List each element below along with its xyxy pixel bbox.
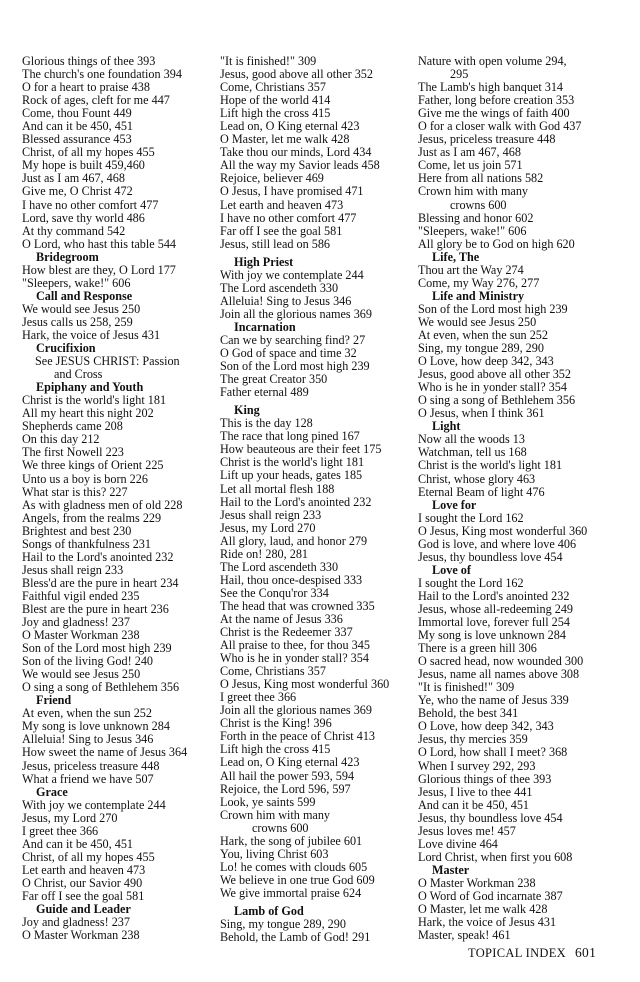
index-entry: Join all the glorious names 369	[220, 306, 372, 321]
index-entry: Come, Christians 357	[220, 80, 326, 95]
index-entry: Jesus shall reign 233	[220, 507, 322, 522]
index-entry: All hail the power 593, 594	[220, 768, 355, 783]
index-entry: O Word of God incarnate 387	[418, 889, 563, 903]
index-entry: Look, ye saints 599	[220, 794, 316, 809]
index-entry: Thou art the Way 274	[418, 262, 524, 277]
index-entry: Jesus, my Lord 270	[22, 810, 118, 825]
index-entry: There is a green hill 306	[418, 641, 537, 656]
index-entry: Rejoice, the Lord 596, 597	[220, 781, 351, 796]
index-entry: Sing, my tongue 289, 290	[418, 341, 544, 356]
index-entry: Just as I am 467, 468	[22, 171, 125, 186]
index-entry: "It is finished!" 309	[220, 54, 317, 68]
page-footer	[468, 945, 596, 961]
subject-heading: Crucifixion	[36, 341, 96, 356]
index-entry: Son of the Lord most high 239	[418, 301, 568, 316]
index-entry: O Master Workman 238	[22, 928, 140, 943]
index-entry: Watchman, tell us 168	[418, 445, 527, 460]
index-entry: Hail to the Lord's anointed 232	[418, 588, 570, 603]
index-entry: Christ is the world's light 181	[22, 393, 167, 408]
index-entry: As with gladness men of old 228	[22, 497, 183, 512]
index-entry: Hail, thou once-despised 333	[220, 572, 363, 587]
index-entry: Now all the woods 13	[418, 432, 525, 447]
index-entry: Christ is the world's light 181	[220, 455, 365, 470]
subject-heading: Bridegroom	[36, 249, 99, 264]
index-entry: Lo! he comes with clouds 605	[220, 859, 368, 874]
subject-heading: Master	[432, 862, 470, 877]
subject-heading: Epiphany and Youth	[36, 380, 144, 395]
index-entry: I greet thee 366	[22, 823, 99, 838]
index-entry: We three kings of Orient 225	[22, 458, 164, 473]
index-entry: O Master, let me walk 428	[418, 902, 548, 917]
entry-continuation: 295	[450, 67, 469, 82]
index-entry: O sacred head, now wounded 300	[418, 654, 584, 669]
index-entry: And can it be 450, 451	[22, 836, 134, 851]
index-entry: O Lord, how shall I meet? 368	[418, 745, 568, 760]
index-entry: Christ, of all my hopes 455	[22, 849, 155, 864]
index-entry: Father eternal 489	[220, 385, 309, 400]
index-entry: Lift high the cross 415	[220, 106, 331, 121]
index-entry: Give me the wings of faith 400	[418, 106, 570, 121]
index-column-1	[22, 55, 214, 942]
index-entry: Behold, the Lamb of God! 291	[220, 930, 371, 945]
index-entry: How beauteous are their feet 175	[220, 442, 382, 457]
subject-heading: Grace	[36, 784, 68, 799]
index-entry: Hark, the voice of Jesus 431	[22, 327, 161, 342]
index-entry: Come, my Way 276, 277	[418, 275, 540, 290]
index-entry: O sing a song of Bethlehem 356	[418, 393, 576, 408]
index-entry: With joy we contemplate 244	[220, 267, 364, 282]
index-entry: Bless'd are the pure in heart 234	[22, 575, 179, 590]
index-entry: Come, Christians 357	[220, 664, 326, 679]
index-entry: Jesus, name all names above 308	[418, 667, 580, 682]
subject-heading: King	[234, 403, 260, 418]
index-entry: O sing a song of Bethlehem 356	[22, 680, 180, 695]
index-entry: All my heart this night 202	[22, 406, 154, 421]
index-entry: Let earth and heaven 473	[220, 197, 344, 212]
index-entry: Jesus, thy mercies 359	[418, 732, 528, 747]
index-entry: I greet thee 366	[220, 690, 297, 705]
index-entry: The Lamb's high banquet 314	[418, 80, 564, 95]
index-entry: And can it be 450, 451	[22, 119, 134, 134]
index-entry: At thy command 542	[22, 223, 126, 238]
index-entry: O Jesus, I have promised 471	[220, 184, 364, 199]
index-entry: O Jesus, when I think 361	[418, 406, 545, 421]
index-entry: Alleluia! Sing to Jesus 346	[220, 293, 352, 308]
entry-continuation: crowns 600	[252, 820, 309, 835]
index-entry: Christ is the Redeemer 337	[220, 625, 353, 640]
index-entry: The head that was crowned 335	[220, 598, 375, 613]
index-entry: My hope is built 459,460	[22, 158, 145, 173]
index-entry: O Lord, who hast this table 544	[22, 236, 177, 251]
index-entry: All praise to thee, for thou 345	[220, 638, 370, 653]
index-entry: O for a heart to praise 438	[22, 80, 150, 95]
index-entry: Jesus, good above all other 352	[220, 67, 373, 82]
index-entry: Christ is the world's light 181	[418, 458, 563, 473]
index-entry: O Christ, our Savior 490	[22, 875, 143, 890]
index-entry: Blessing and honor 602	[418, 210, 534, 225]
subject-heading: Call and Response	[36, 288, 133, 303]
index-entry: Son of the Lord most high 239	[220, 359, 370, 374]
subject-heading: High Priest	[234, 254, 294, 269]
index-entry: Jesus shall reign 233	[22, 562, 124, 577]
index-entry: Immortal love, forever full 254	[418, 615, 570, 630]
index-entry: O Jesus, King most wonderful 360	[220, 677, 390, 692]
index-entry: Lead on, O King eternal 423	[220, 755, 360, 770]
index-entry: Behold, the best 341	[418, 706, 519, 721]
index-entry: Glorious things of thee 393	[22, 54, 156, 68]
index-entry: Come, let us join 571	[418, 158, 523, 173]
index-entry: How sweet the name of Jesus 364	[22, 745, 188, 760]
index-entry: Lead on, O King eternal 423	[220, 119, 360, 134]
index-entry: What star is this? 227	[22, 484, 128, 499]
index-entry: Lift high the cross 415	[220, 742, 331, 757]
index-entry: With joy we contemplate 244	[22, 797, 166, 812]
index-entry: Brightest and best 230	[22, 523, 132, 538]
index-entry: Jesus, I live to thee 441	[418, 784, 533, 799]
index-entry: Can we by searching find? 27	[220, 332, 366, 347]
index-entry: Ye, who the name of Jesus 339	[418, 693, 569, 708]
subject-heading: Life and Ministry	[432, 288, 525, 303]
index-entry: Christ, whose glory 463	[418, 471, 536, 486]
index-entry: At even, when the sun 252	[418, 327, 548, 342]
subject-heading: Guide and Leader	[36, 902, 131, 917]
index-entry: O Love, how deep 342, 343	[418, 719, 554, 734]
running-head: TOPICAL INDEX	[468, 946, 566, 960]
index-entry: Give me, O Christ 472	[22, 184, 133, 199]
index-entry: Join all the glorious names 369	[220, 703, 372, 718]
index-entry: "Sleepers, wake!" 606	[22, 275, 131, 290]
entry-continuation: crowns 600	[450, 197, 507, 212]
index-entry: O Master Workman 238	[418, 875, 536, 890]
index-entry: Songs of thankfulness 231	[22, 536, 151, 551]
index-entry: Jesus calls us 258, 259	[22, 314, 133, 329]
index-entry: Just as I am 467, 468	[418, 145, 521, 160]
index-entry: The great Creator 350	[220, 372, 328, 387]
index-entry: Unto us a boy is born 226	[22, 471, 148, 486]
index-entry: O God of space and time 32	[220, 346, 357, 361]
index-entry: Son of the Lord most high 239	[22, 641, 172, 656]
index-entry: Here from all nations 582	[418, 171, 544, 186]
index-entry: All glory, laud, and honor 279	[220, 533, 368, 548]
index-entry: Take thou our minds, Lord 434	[220, 145, 372, 160]
index-entry: Joy and gladness! 237	[22, 615, 130, 630]
index-entry: O Master Workman 238	[22, 628, 140, 643]
index-entry: The Lord ascendeth 330	[220, 280, 339, 295]
index-entry: Son of the living God! 240	[22, 654, 154, 669]
index-entry: O Master, let me walk 428	[220, 132, 350, 147]
index-entry: Lord, save thy world 486	[22, 210, 145, 225]
index-entry: Jesus, priceless treasure 448	[22, 758, 160, 773]
cross-reference: See JESUS CHRIST: Passion	[35, 354, 180, 369]
index-entry: We would see Jesus 250	[22, 667, 141, 682]
index-entry: Blessed assurance 453	[22, 132, 132, 147]
index-entry: Master, speak! 461	[418, 928, 511, 943]
index-entry: We believe in one true God 609	[220, 872, 375, 887]
index-entry: Crown him with many	[220, 807, 331, 822]
index-entry: My song is love unknown 284	[22, 719, 170, 734]
index-entry: Ride on! 280, 281	[220, 546, 309, 561]
index-entry: Joy and gladness! 237	[22, 915, 130, 930]
index-entry: We would see Jesus 250	[418, 314, 537, 329]
index-entry: O for a closer walk with God 437	[418, 119, 582, 134]
subject-heading: Love for	[432, 497, 477, 512]
index-column-3	[418, 55, 616, 942]
index-entry: The Lord ascendeth 330	[220, 559, 339, 574]
index-entry: Come, thou Fount 449	[22, 106, 132, 121]
subject-heading: Lamb of God	[234, 904, 304, 918]
page-number: 601	[575, 945, 597, 960]
index-entry: Christ, of all my hopes 455	[22, 145, 155, 160]
index-entry: I sought the Lord 162	[418, 575, 524, 590]
index-entry: The first Nowell 223	[22, 445, 124, 460]
index-entry: Forth in the peace of Christ 413	[220, 729, 376, 744]
index-entry: The church's one foundation 394	[22, 67, 182, 82]
index-entry: Rejoice, believer 469	[220, 171, 324, 186]
index-entry: Jesus, my Lord 270	[220, 520, 316, 535]
subject-heading: Life, The	[432, 249, 480, 264]
index-entry: All glory be to God on high 620	[418, 236, 575, 251]
index-entry: We would see Jesus 250	[22, 301, 141, 316]
index-entry: Glorious things of thee 393	[418, 771, 552, 786]
index-entry: Jesus, thy boundless love 454	[418, 810, 563, 825]
index-entry: "It is finished!" 309	[418, 680, 515, 695]
index-entry: What a friend we have 507	[22, 771, 154, 786]
index-entry: Lift up your heads, gates 185	[220, 468, 363, 483]
index-entry: Hail to the Lord's anointed 232	[220, 494, 372, 509]
entry-continuation: and Cross	[54, 367, 103, 382]
index-entry: Father, long before creation 353	[418, 93, 575, 108]
index-entry: I have no other comfort 477	[22, 197, 159, 212]
index-entry: God is love, and where love 406	[418, 536, 577, 551]
index-entry: How blest are they, O Lord 177	[22, 262, 176, 277]
index-entry: Jesus, still lead on 586	[220, 236, 331, 251]
index-entry: Rock of ages, cleft for me 447	[22, 93, 170, 108]
index-entry: O Love, how deep 342, 343	[418, 354, 554, 369]
index-entry: At even, when the sun 252	[22, 706, 152, 721]
index-entry: I sought the Lord 162	[418, 510, 524, 525]
index-entry: Jesus, good above all other 352	[418, 367, 571, 382]
index-entry: Jesus loves me! 457	[418, 823, 516, 838]
index-entry: Angels, from the realms 229	[22, 510, 162, 525]
index-entry: You, living Christ 603	[220, 846, 329, 861]
index-entry: Hail to the Lord's anointed 232	[22, 549, 174, 564]
index-entry: Shepherds came 208	[22, 419, 123, 434]
index-entry: At the name of Jesus 336	[220, 611, 343, 626]
index-entry: The race that long pined 167	[220, 429, 360, 444]
index-entry: Jesus, priceless treasure 448	[418, 132, 556, 147]
index-entry: Lord Christ, when first you 608	[418, 849, 573, 864]
subject-heading: Love of	[432, 562, 471, 577]
index-entry: Faithful vigil ended 235	[22, 588, 140, 603]
index-entry: Hope of the world 414	[220, 93, 331, 108]
index-column-2	[220, 55, 412, 944]
index-entry: Hark, the voice of Jesus 431	[418, 915, 557, 930]
index-entry: Let all mortal flesh 188	[220, 481, 335, 496]
index-entry: Who is he in yonder stall? 354	[418, 380, 567, 395]
index-entry: And can it be 450, 451	[418, 797, 530, 812]
subject-heading: Incarnation	[234, 319, 296, 334]
index-entry: Blest are the pure in heart 236	[22, 601, 169, 616]
index-entry: Hark, the song of jubilee 601	[220, 833, 363, 848]
index-entry: My song is love unknown 284	[418, 628, 566, 643]
index-entry: Sing, my tongue 289, 290	[220, 917, 346, 932]
index-entry: Eternal Beam of light 476	[418, 484, 545, 499]
index-entry: See the Conqu'ror 334	[220, 585, 329, 600]
index-entry: Christ is the King! 396	[220, 716, 332, 731]
index-entry: Far off I see the goal 581	[22, 889, 145, 903]
index-entry: This is the day 128	[220, 416, 313, 431]
index-entry: "Sleepers, wake!" 606	[418, 223, 527, 238]
index-entry: I have no other comfort 477	[220, 210, 357, 225]
index-entry: Jesus, thy boundless love 454	[418, 549, 563, 564]
index-entry: Who is he in yonder stall? 354	[220, 651, 369, 666]
index-entry: Crown him with many	[418, 184, 529, 199]
index-entry: All the way my Savior leads 458	[220, 158, 380, 173]
index-entry: Nature with open volume 294,	[418, 54, 567, 68]
index-entry: Let earth and heaven 473	[22, 862, 146, 877]
index-entry: Love divine 464	[418, 836, 498, 851]
index-entry: Jesus, whose all-redeeming 249	[418, 601, 574, 616]
index-entry: We give immortal praise 624	[220, 885, 362, 900]
index-entry: O Jesus, King most wonderful 360	[418, 523, 588, 538]
index-entry: Alleluia! Sing to Jesus 346	[22, 732, 154, 747]
index-entry: When I survey 292, 293	[418, 758, 536, 773]
subject-heading: Light	[432, 419, 461, 434]
index-entry: Far off I see the goal 581	[220, 223, 343, 238]
subject-heading: Friend	[36, 693, 72, 708]
index-entry: On this day 212	[22, 432, 100, 447]
